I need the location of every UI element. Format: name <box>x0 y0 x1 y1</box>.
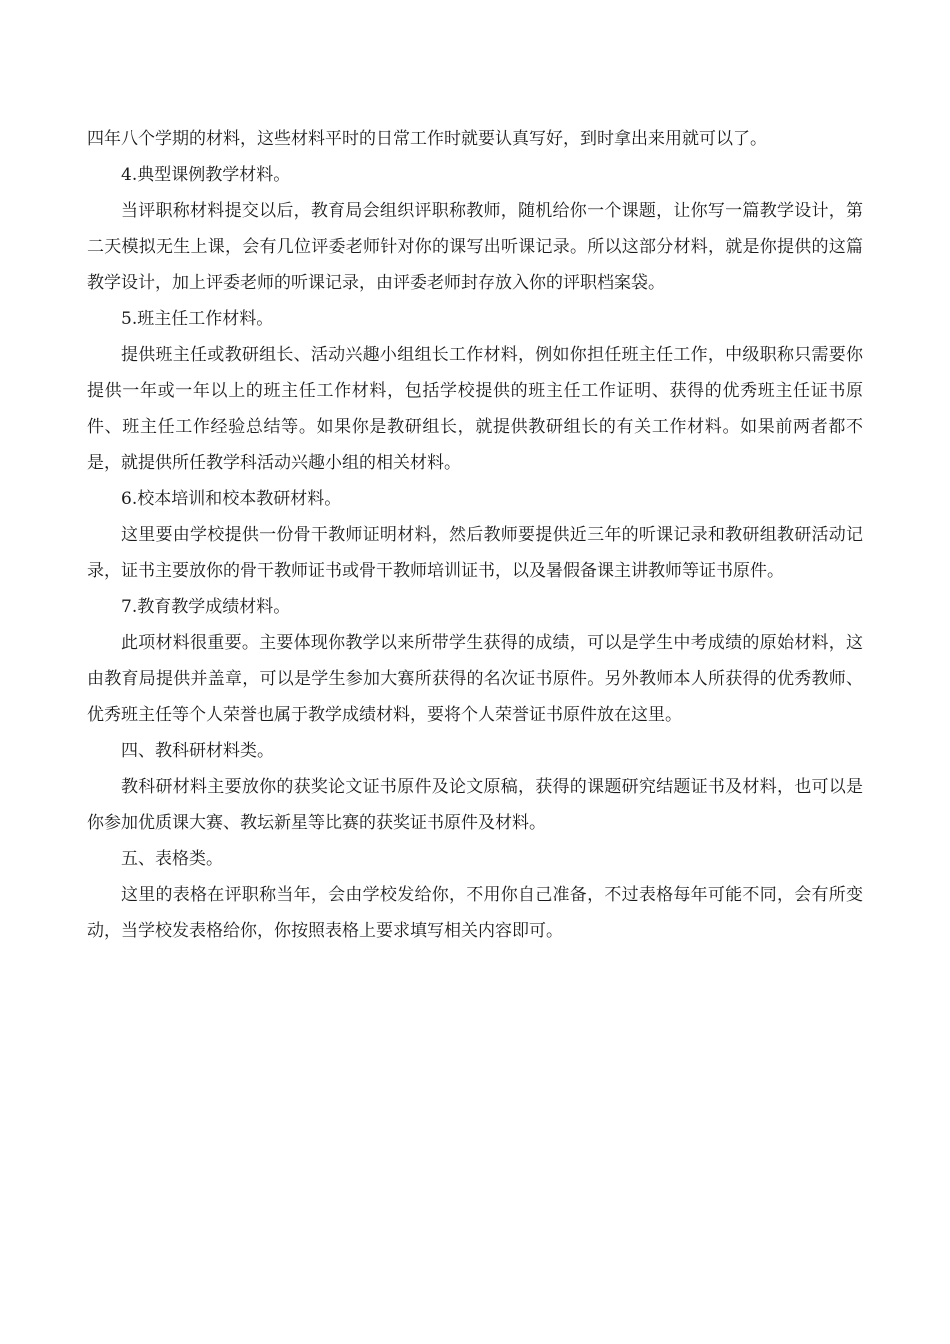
paragraph: 当评职称材料提交以后，教育局会组织评职称教师，随机给你一个课题，让你写一篇教学设计，第二天模拟无生上课，会有几位评委老师针对你的课写出听课记录。所以这部分材料，就是你提供的这篇教学设计，加上评委老师的听课记录，由评委老师封存放入你的评职档案袋。 <box>87 201 863 293</box>
section-heading: 5.班主任工作材料。 <box>121 309 274 329</box>
paragraph: 此项材料很重要。主要体现你教学以来所带学生获得的成绩，可以是学生中考成绩的原始材料，这由教育局提供并盖章，可以是学生参加大赛所获得的名次证书原件。另外教师本人所获得的优秀教师、优秀班主任等个人荣誉也属于教学成绩材料，要将个人荣誉证书原件放在这里。 <box>87 633 863 725</box>
section-heading: 五、表格类。 <box>121 849 223 869</box>
paragraph: 提供班主任或教研组长、活动兴趣小组组长工作材料，例如你担任班主任工作，中级职称只需要你提供一年或一年以上的班主任工作材料，包括学校提供的班主任工作证明、获得的优秀班主任证书原件、班主任工作经验总结等。如果你是教研组长，就提供教研组长的有关工作材料。如果前两者都不是，就提供所任教学科活动兴趣小组的相关材料。 <box>87 345 863 473</box>
paragraph: 这里要由学校提供一份骨干教师证明材料，然后教师要提供近三年的听课记录和教研组教研活动记录，证书主要放你的骨干教师证书或骨干教师培训证书，以及暑假备课主讲教师等证书原件。 <box>87 525 863 581</box>
section-heading: 6.校本培训和校本教研材料。 <box>121 489 342 509</box>
document-body <box>87 121 863 949</box>
section-heading: 四、教科研材料类。 <box>121 741 274 761</box>
paragraph: 四年八个学期的材料，这些材料平时的日常工作时就要认真写好，到时拿出来用就可以了。 <box>87 129 767 149</box>
section-heading: 7.教育教学成绩材料。 <box>121 597 291 617</box>
paragraph: 这里的表格在评职称当年，会由学校发给你，不用你自己准备，不过表格每年可能不同，会有所变动，当学校发表格给你，你按照表格上要求填写相关内容即可。 <box>87 885 863 941</box>
paragraph: 教科研材料主要放你的获奖论文证书原件及论文原稿，获得的课题研究结题证书及材料，也可以是你参加优质课大赛、教坛新星等比赛的获奖证书原件及材料。 <box>87 777 863 833</box>
section-heading: 4.典型课例教学材料。 <box>121 165 291 185</box>
